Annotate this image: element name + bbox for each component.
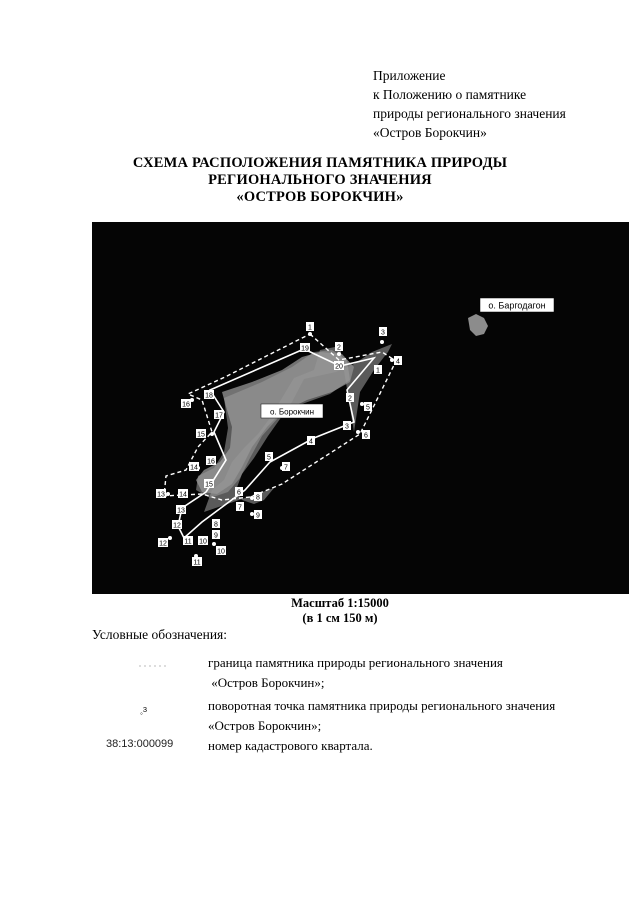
inner-point-7 xyxy=(236,502,244,512)
location-map xyxy=(92,222,629,594)
appendix-line: к Положению о памятнике xyxy=(373,87,527,102)
map-drawing xyxy=(92,222,629,594)
outer-point-label: 14 xyxy=(190,464,198,472)
inner-point-label: 16 xyxy=(207,458,215,466)
outer-point-label: 16 xyxy=(182,401,190,409)
legend-boundary-line1: граница памятника природы регионального значения xyxy=(208,655,503,670)
outer-point-5 xyxy=(360,402,372,412)
inner-point-17 xyxy=(214,410,224,420)
outer-point-label: 7 xyxy=(284,464,288,472)
inner-point-label: 7 xyxy=(238,504,242,512)
outer-point-12 xyxy=(158,536,172,548)
inner-point-label: 15 xyxy=(205,481,213,489)
inner-point-label: 1 xyxy=(376,367,380,375)
outer-point-label: 5 xyxy=(366,404,370,412)
outer-point-label: 15 xyxy=(197,431,205,439)
inner-point-13 xyxy=(176,505,186,515)
inner-point-8 xyxy=(212,519,220,529)
inner-point-label: 2 xyxy=(348,395,352,403)
outer-point-4 xyxy=(390,356,402,366)
inner-point-3 xyxy=(343,421,351,431)
appendix-block xyxy=(373,66,633,142)
scale-note: (в 1 см 150 м) xyxy=(302,611,378,625)
inner-point-16 xyxy=(206,456,216,466)
inner-point-14 xyxy=(178,489,188,499)
inner-point-6 xyxy=(235,487,243,497)
inner-point-label: 12 xyxy=(173,522,181,530)
outer-point-10 xyxy=(212,542,226,556)
outer-point-1 xyxy=(306,322,314,336)
inner-point-label: 11 xyxy=(184,538,192,546)
inner-point-label: 8 xyxy=(214,521,218,529)
title-line: РЕГИОНАЛЬНОГО ЗНАЧЕНИЯ xyxy=(208,172,432,188)
inner-point-19 xyxy=(300,343,310,353)
outer-point-label: 12 xyxy=(159,540,167,548)
cadastral-symbol: 38:13:000099 xyxy=(106,738,174,750)
inner-point-15 xyxy=(204,479,214,489)
boundary-line-icon xyxy=(138,662,168,670)
outer-point-3 xyxy=(379,327,387,344)
outer-point-label: 10 xyxy=(217,548,225,556)
inner-point-label: 4 xyxy=(309,438,313,446)
appendix-line: природы регионального значения xyxy=(373,106,566,121)
label-borokchin xyxy=(261,404,323,418)
inner-point-label: 19 xyxy=(301,345,309,353)
legend-cadastral-text: номер кадастрового квартала. xyxy=(208,738,373,753)
outer-point-16 xyxy=(181,398,194,409)
legend-point-line2: «Остров Борокчин»; xyxy=(208,718,322,733)
outer-point-label: 9 xyxy=(256,512,260,520)
inner-point-12 xyxy=(172,520,182,530)
label-bargodagon xyxy=(480,298,554,312)
title-line: СХЕМА РАСПОЛОЖЕНИЯ ПАМЯТНИКА ПРИРОДЫ xyxy=(132,155,508,171)
outer-point-label: 11 xyxy=(193,559,201,567)
map-scale xyxy=(0,596,640,626)
inner-point-2 xyxy=(346,393,354,403)
inner-point-1 xyxy=(374,365,382,375)
legend-point-line1: поворотная точка памятника природы регионального значения xyxy=(208,698,556,713)
outer-point-label: 2 xyxy=(337,344,341,352)
outer-point-label: 1 xyxy=(308,324,312,332)
inner-point-label: 9 xyxy=(214,532,218,540)
inner-point-label: 20 xyxy=(335,363,343,371)
inner-point-10 xyxy=(198,536,208,546)
inner-point-18 xyxy=(204,390,214,400)
inner-point-label: 14 xyxy=(179,491,187,499)
legend-boundary-line2: «Остров Борокчин»; xyxy=(208,675,325,690)
outer-point-label: 3 xyxy=(381,329,385,337)
turning-point-icon: ◦$^3$ xyxy=(140,705,148,718)
inner-point-20 xyxy=(334,361,344,371)
inner-point-label: 3 xyxy=(345,423,349,431)
appendix-line: «Остров Борокчин» xyxy=(373,125,487,140)
inner-point-label: 10 xyxy=(199,538,207,546)
outer-point-14 xyxy=(189,462,200,472)
label-borokchin-text: о. Борокчин xyxy=(269,407,315,417)
outer-point-7 xyxy=(280,462,290,472)
label-bargodagon-text: о. Баргодагон xyxy=(488,300,546,311)
outer-point-label: 6 xyxy=(364,432,368,440)
outer-point-label: 13 xyxy=(157,491,165,499)
outer-point-label: 4 xyxy=(396,358,400,366)
inner-point-5 xyxy=(265,452,273,462)
outer-point-13 xyxy=(156,489,170,499)
appendix-line: Приложение xyxy=(373,68,446,83)
outer-point-9 xyxy=(250,510,262,520)
title-line: «ОСТРОВ БОРОКЧИН» xyxy=(236,189,404,205)
scale-ratio: Масштаб 1:15000 xyxy=(291,596,389,610)
inner-point-label: 6 xyxy=(237,489,241,497)
document-title xyxy=(0,155,640,206)
legend-title: Условные обозначения: xyxy=(92,627,228,642)
inner-point-label: 17 xyxy=(215,412,223,420)
outer-point-label: 8 xyxy=(256,494,260,502)
inner-point-9 xyxy=(212,530,220,540)
inner-point-label: 18 xyxy=(205,392,213,400)
island-bargodagon xyxy=(468,314,488,336)
turning-point-icon-number: 3 xyxy=(142,705,148,714)
inner-point-label: 5 xyxy=(267,454,271,462)
inner-point-label: 13 xyxy=(177,507,185,515)
outer-point-11 xyxy=(192,554,202,567)
inner-point-4 xyxy=(307,436,315,446)
inner-point-11 xyxy=(183,536,193,546)
